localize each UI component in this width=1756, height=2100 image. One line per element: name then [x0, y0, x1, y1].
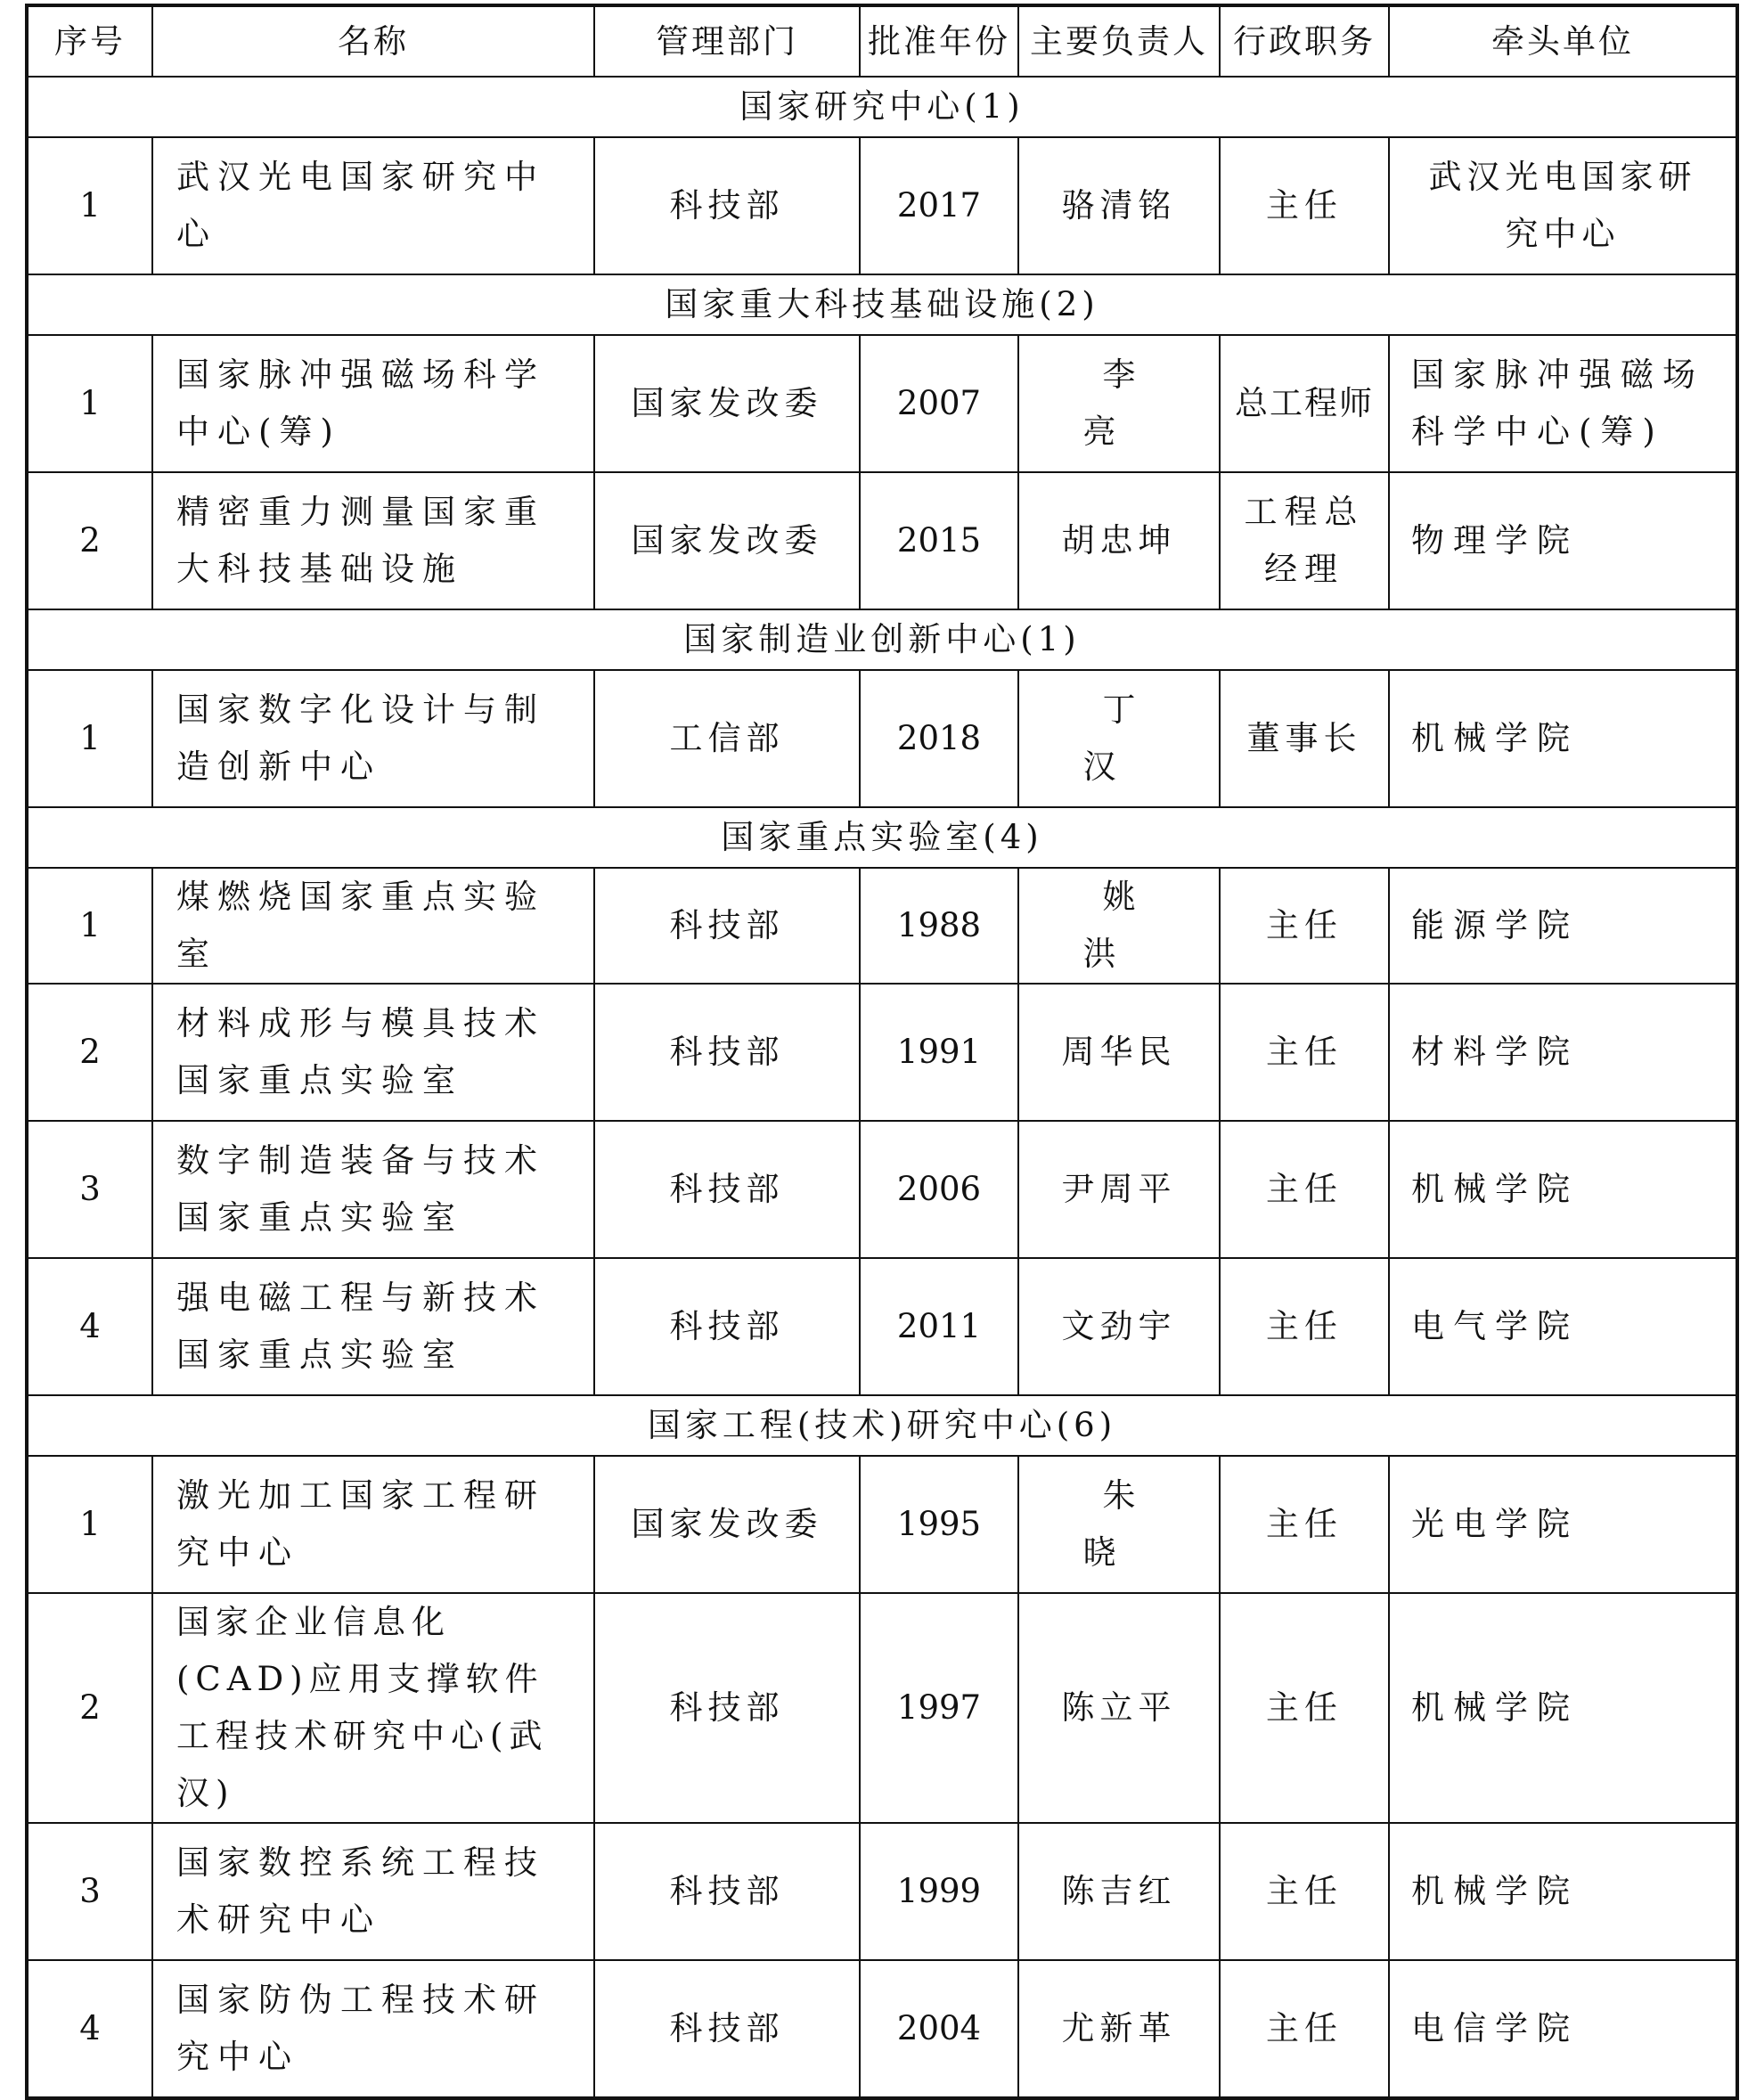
- cell-name: 国家数控系统工程技术研究中心: [152, 1823, 594, 1960]
- cell-position: 董事长: [1220, 670, 1389, 807]
- cell-dept: 科技部: [594, 1823, 860, 1960]
- section-title: 国家重大科技基础设施(2): [27, 274, 1737, 335]
- cell-unit: 机械学院: [1389, 1823, 1737, 1960]
- cell-year: 1991: [860, 984, 1018, 1121]
- header-cell-year: 批准年份: [860, 5, 1018, 77]
- cell-person: 胡忠坤: [1018, 472, 1220, 609]
- header-cell-dept: 管理部门: [594, 5, 860, 77]
- cell-name: 国家企业信息化(CAD)应用支撑软件工程技术研究中心(武汉): [152, 1593, 594, 1823]
- cell-unit: 光电学院: [1389, 1456, 1737, 1593]
- cell-unit: 材料学院: [1389, 984, 1737, 1121]
- section-row: [27, 274, 1737, 335]
- cell-position: 主任: [1220, 984, 1389, 1121]
- table-row: [27, 1258, 1737, 1395]
- header-cell-person: 主要负责人: [1018, 5, 1220, 77]
- cell-position: 主任: [1220, 1121, 1389, 1258]
- cell-no: 4: [27, 1960, 152, 2098]
- cell-person: 尹周平: [1018, 1121, 1220, 1258]
- cell-dept: 科技部: [594, 1121, 860, 1258]
- cell-name: 数字制造装备与技术国家重点实验室: [152, 1121, 594, 1258]
- cell-unit: 机械学院: [1389, 1593, 1737, 1823]
- table-row: [27, 137, 1737, 274]
- cell-name: 强电磁工程与新技术国家重点实验室: [152, 1258, 594, 1395]
- cell-dept: 科技部: [594, 137, 860, 274]
- cell-person: 丁 汉: [1018, 670, 1220, 807]
- cell-dept: 工信部: [594, 670, 860, 807]
- table-row: [27, 670, 1737, 807]
- cell-person: 周华民: [1018, 984, 1220, 1121]
- cell-person: 李 亮: [1018, 335, 1220, 472]
- cell-person: 尤新革: [1018, 1960, 1220, 2098]
- table-row: [27, 1823, 1737, 1960]
- table-row: [27, 1960, 1737, 2098]
- cell-year: 2004: [860, 1960, 1018, 2098]
- cell-name: 国家脉冲强磁场科学中心(筹): [152, 335, 594, 472]
- cell-position: 主任: [1220, 1823, 1389, 1960]
- cell-year: 1988: [860, 868, 1018, 984]
- section-title: 国家研究中心(1): [27, 77, 1737, 137]
- table-row: [27, 868, 1737, 984]
- cell-year: 1997: [860, 1593, 1018, 1823]
- cell-no: 2: [27, 472, 152, 609]
- cell-position: 主任: [1220, 868, 1389, 984]
- cell-no: 1: [27, 335, 152, 472]
- cell-person: 陈吉红: [1018, 1823, 1220, 1960]
- cell-no: 4: [27, 1258, 152, 1395]
- cell-name: 武汉光电国家研究中心: [152, 137, 594, 274]
- cell-position: 主任: [1220, 1456, 1389, 1593]
- research-platform-table: [25, 4, 1739, 2100]
- cell-year: 2007: [860, 335, 1018, 472]
- cell-person: 姚 洪: [1018, 868, 1220, 984]
- cell-unit: 国家脉冲强磁场科学中心(筹): [1389, 335, 1737, 472]
- cell-person: 陈立平: [1018, 1593, 1220, 1823]
- header-cell-name: 名称: [152, 5, 594, 77]
- cell-unit: 武汉光电国家研究中心: [1389, 137, 1737, 274]
- table-row: [27, 1121, 1737, 1258]
- cell-person: 文劲宇: [1018, 1258, 1220, 1395]
- cell-unit: 电信学院: [1389, 1960, 1737, 2098]
- section-title: 国家工程(技术)研究中心(6): [27, 1395, 1737, 1456]
- cell-dept: 科技部: [594, 984, 860, 1121]
- cell-unit: 物理学院: [1389, 472, 1737, 609]
- cell-no: 3: [27, 1823, 152, 1960]
- table-row: [27, 1456, 1737, 1593]
- cell-no: 2: [27, 984, 152, 1121]
- section-row: [27, 77, 1737, 137]
- cell-year: 2011: [860, 1258, 1018, 1395]
- cell-position: 主任: [1220, 1593, 1389, 1823]
- cell-year: 2017: [860, 137, 1018, 274]
- header-row: [27, 5, 1737, 77]
- table-row: [27, 1593, 1737, 1823]
- cell-name: 国家数字化设计与制造创新中心: [152, 670, 594, 807]
- cell-year: 1999: [860, 1823, 1018, 1960]
- cell-dept: 国家发改委: [594, 472, 860, 609]
- cell-position: 主任: [1220, 1960, 1389, 2098]
- header-cell-no: 序号: [27, 5, 152, 77]
- cell-name: 精密重力测量国家重大科技基础设施: [152, 472, 594, 609]
- cell-name: 国家防伪工程技术研究中心: [152, 1960, 594, 2098]
- cell-name: 材料成形与模具技术国家重点实验室: [152, 984, 594, 1121]
- cell-name: 煤燃烧国家重点实验室: [152, 868, 594, 984]
- cell-dept: 国家发改委: [594, 1456, 860, 1593]
- cell-unit: 机械学院: [1389, 670, 1737, 807]
- cell-position: 主任: [1220, 137, 1389, 274]
- cell-dept: 国家发改委: [594, 335, 860, 472]
- table-row: [27, 984, 1737, 1121]
- cell-person: 朱 晓: [1018, 1456, 1220, 1593]
- cell-no: 1: [27, 868, 152, 984]
- table-row: [27, 335, 1737, 472]
- cell-position: 主任: [1220, 1258, 1389, 1395]
- cell-name: 激光加工国家工程研究中心: [152, 1456, 594, 1593]
- cell-no: 3: [27, 1121, 152, 1258]
- cell-person: 骆清铭: [1018, 137, 1220, 274]
- cell-dept: 科技部: [594, 1593, 860, 1823]
- cell-dept: 科技部: [594, 1960, 860, 2098]
- cell-dept: 科技部: [594, 868, 860, 984]
- cell-year: 2015: [860, 472, 1018, 609]
- cell-unit: 电气学院: [1389, 1258, 1737, 1395]
- cell-year: 1995: [860, 1456, 1018, 1593]
- table-row: [27, 472, 1737, 609]
- cell-position: 工程总经理: [1220, 472, 1389, 609]
- section-row: [27, 807, 1737, 868]
- cell-no: 1: [27, 670, 152, 807]
- cell-position: 总工程师: [1220, 335, 1389, 472]
- cell-no: 1: [27, 137, 152, 274]
- cell-no: 2: [27, 1593, 152, 1823]
- header-cell-unit: 牵头单位: [1389, 5, 1737, 77]
- cell-unit: 机械学院: [1389, 1121, 1737, 1258]
- cell-dept: 科技部: [594, 1258, 860, 1395]
- header-cell-position: 行政职务: [1220, 5, 1389, 77]
- section-title: 国家制造业创新中心(1): [27, 609, 1737, 670]
- section-row: [27, 1395, 1737, 1456]
- cell-no: 1: [27, 1456, 152, 1593]
- cell-year: 2018: [860, 670, 1018, 807]
- section-title: 国家重点实验室(4): [27, 807, 1737, 868]
- cell-year: 2006: [860, 1121, 1018, 1258]
- section-row: [27, 609, 1737, 670]
- cell-unit: 能源学院: [1389, 868, 1737, 984]
